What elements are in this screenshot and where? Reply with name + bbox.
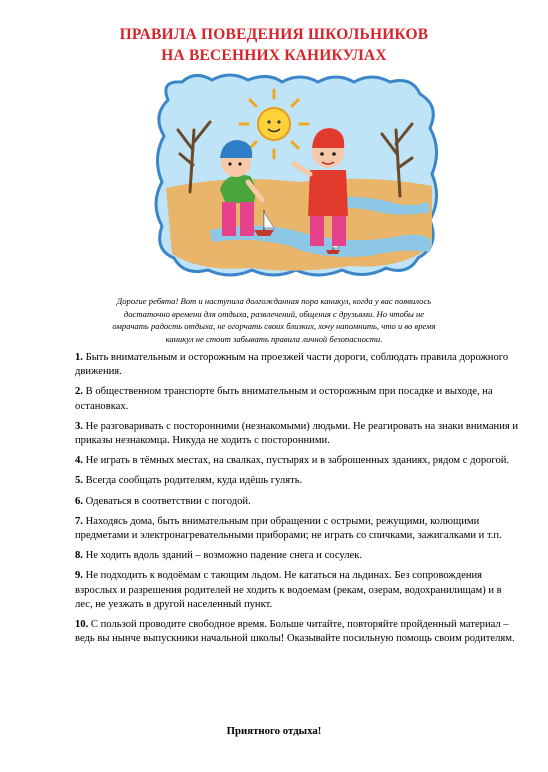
rules-list [75, 351, 521, 652]
rule-number: 4. [75, 455, 83, 467]
rule-text: Находясь дома, быть внимательным при обращении с острыми, режущими, колющими предметами и электронагревательными приборами; не играть со спичками, зажигалками и т.п. [75, 515, 502, 542]
page-title-line1: ПРАВИЛА ПОВЕДЕНИЯ ШКОЛЬНИКОВ [119, 26, 429, 43]
rule-number: 9. [75, 570, 83, 582]
rule-number: 1. [75, 352, 83, 363]
intro-line: омрачать радость отдыха, не огорчать своих близких, хочу напомнить, что и во время [112, 321, 436, 332]
rule-number: 3. [75, 420, 83, 432]
rule-text: Одеваться в соответствии с погодой. [85, 495, 251, 507]
rule-number: 2. [75, 386, 83, 398]
rule-item [75, 495, 521, 509]
intro-line: Дорогие ребята! Вот и наступила долгожданная пора каникул, когда у вас появилось [116, 296, 432, 306]
rule-text: Всегда сообщать родителям, куда идёшь гулять. [85, 475, 303, 487]
rule-text: Быть внимательным и осторожным на проезжей части дороги, соблюдать правила дорожного движения. [75, 352, 509, 378]
rule-text: В общественном транспорте быть внимательным и осторожным при посадке и выходе, на остановках. [75, 386, 493, 412]
rule-text: Не ходить вдоль зданий – возможно падение снега и сосулек. [85, 550, 363, 562]
intro-line: достаточно времени для отдыха, развлечений, общения с друзьями. Но чтобы не [123, 308, 425, 319]
rule-text: Не подходить к водоёмам с тающим льдом. Не кататься на льдинах. Без сопровождения взрослых и разрешения родителей не ходить к водоемам (рекам, озерам, водохранилищам) и в лес, не уезжать в другой населенный пункт. [75, 570, 502, 610]
rule-item [75, 351, 521, 379]
rule-item [75, 454, 521, 468]
rule-item [75, 385, 521, 413]
rule-text: Не разговаривать с посторонними (незнакомыми) людьми. Не реагировать на знаки внимания и приказы незнакомца. Никуда не ходить с посторонними. [75, 420, 519, 447]
closing-text: Приятного отдыха! [226, 725, 322, 737]
rule-item [75, 569, 521, 612]
rule-item [75, 618, 521, 646]
rule-item [75, 420, 521, 448]
rule-number: 10. [75, 619, 89, 631]
intro-text [82, 295, 466, 346]
rule-text: С пользой проводите свободное время. Больше читайте, повторяйте пройденный материал – ведь вы нынче выпускники начальной школы! Оказывайте посильную помощь своим родителям. [75, 619, 515, 645]
intro-line: каникул не стоит забывать правила личной безопасности. [165, 334, 383, 345]
rule-item [75, 515, 521, 543]
rule-number: 5. [75, 475, 83, 487]
rule-number: 6. [75, 495, 83, 507]
rule-number: 7. [75, 515, 83, 527]
children-spring-icon [150, 70, 442, 280]
rule-item [75, 474, 521, 488]
rule-text: Не играть в тёмных местах, на свалках, пустырях и в заброшенных зданиях, рядом с дорогой. [85, 455, 510, 467]
rule-number: 8. [75, 550, 83, 562]
page-title-line2: НА ВЕСЕННИХ КАНИКУЛАХ [161, 47, 387, 64]
rule-item [75, 549, 521, 563]
